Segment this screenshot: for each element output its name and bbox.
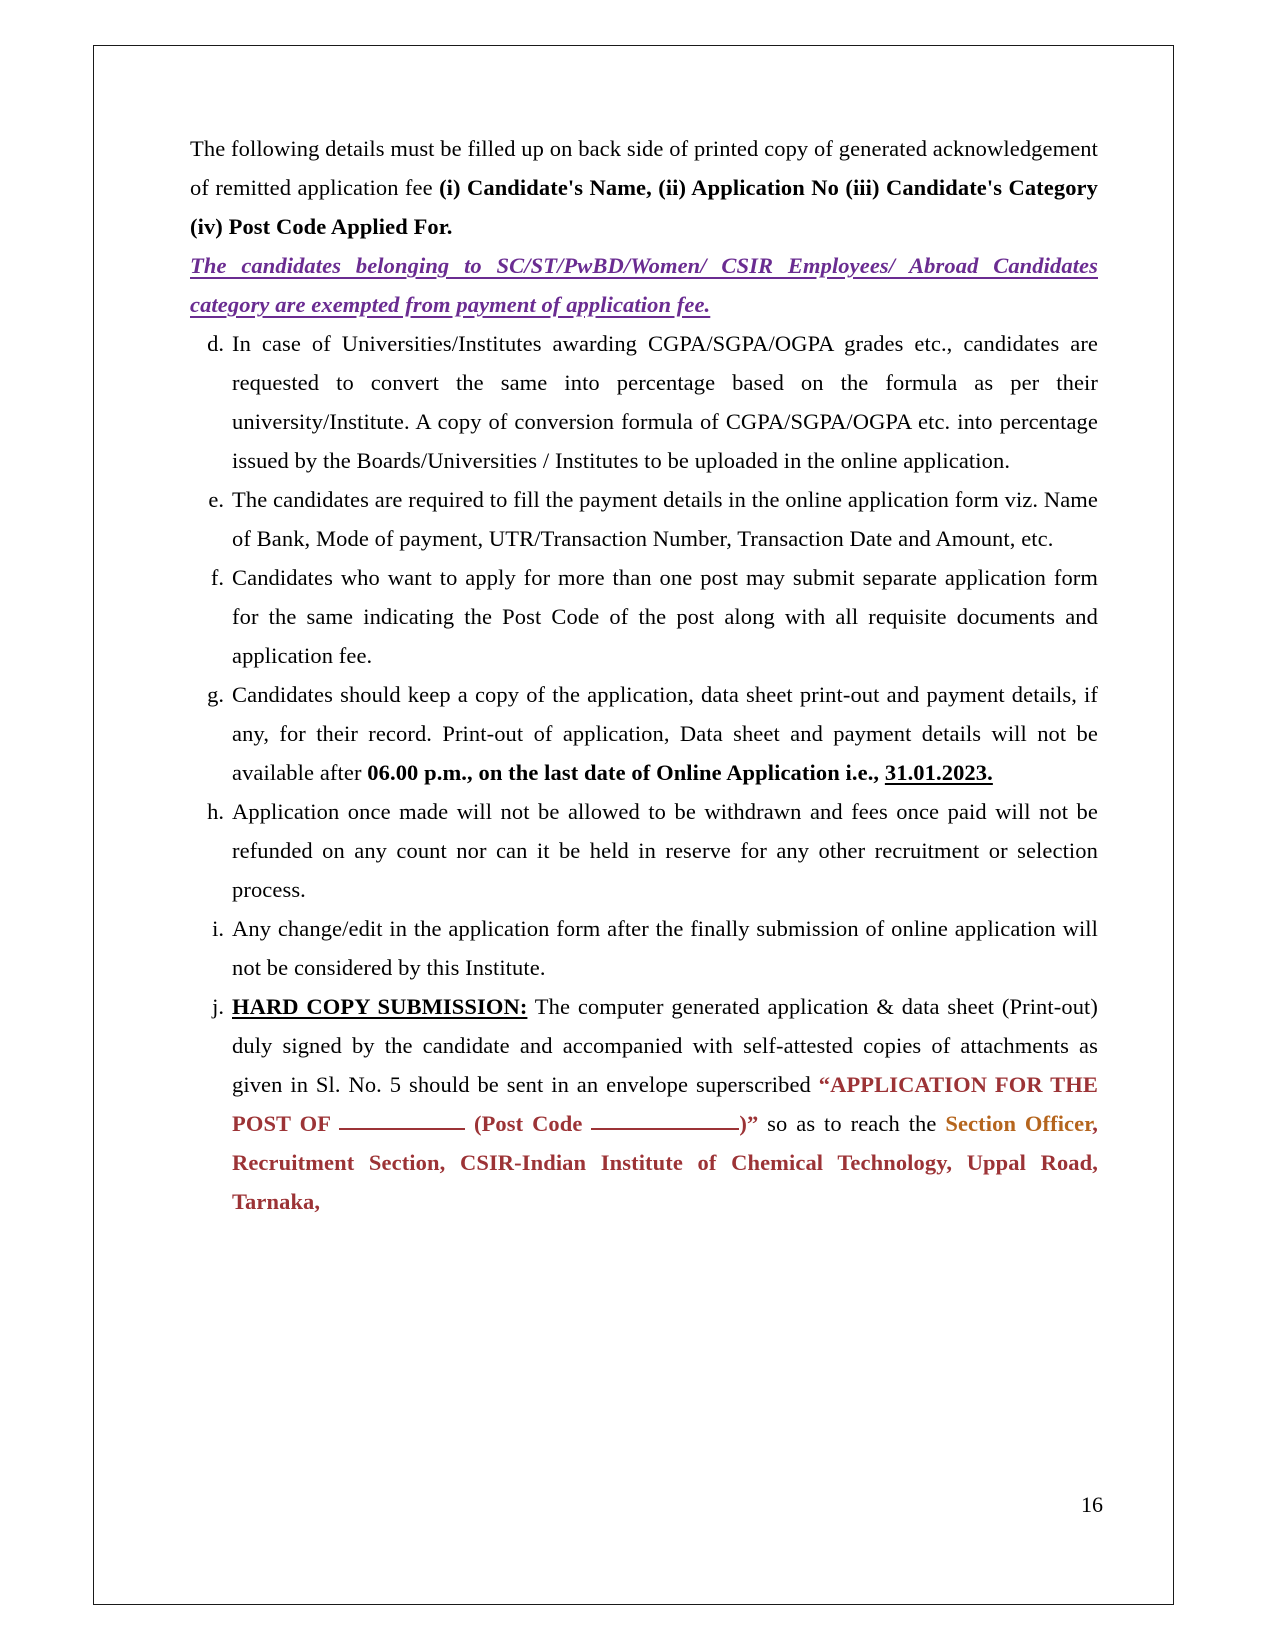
list-marker-d: d.: [207, 331, 224, 356]
list-marker-i: i.: [212, 916, 224, 941]
list-g-plain: Candidates should keep a copy of the application, data sheet print-out and payment details, if any, for their record. Print-out of application, Data sheet and payment details will not be available after: [232, 682, 1098, 785]
institute-address: , Recruitment Section, CSIR-Indian Institute of Chemical Technology, Uppal Road, Tarnaka,: [232, 1111, 1098, 1214]
intro-bold-text: (i) Candidate's Name, (ii) Application No (iii) Candidate's Category (iv) Post Code Applied For.: [190, 175, 1098, 239]
post-code-blank: [591, 1128, 739, 1130]
list-marker-g: g.: [207, 682, 224, 707]
envelope-superscription-part-2: (Post Code: [465, 1111, 592, 1136]
list-marker-h: h.: [207, 799, 224, 824]
list-text-d: In case of Universities/Institutes awarding CGPA/SGPA/OGPA grades etc., candidates are requested to convert the same into percentage based on the formula as per their university/Institute. A copy of conversion formula of CGPA/SGPA/OGPA etc. into percentage issued by the Boards/Universities / Institutes to be uploaded in the online application.: [232, 331, 1098, 473]
lettered-list: [190, 324, 1098, 1221]
list-g-bold: 06.00 p.m., on the last date of Online Application i.e.,: [367, 760, 885, 785]
list-text-j: [232, 987, 1098, 1221]
document-body: [190, 129, 1098, 1221]
exemption-note: [190, 246, 1098, 324]
list-j-plain-1: The computer generated application & data sheet (Print-out) duly signed by the candidate and accompanied with self-attested copies of attachments as given in Sl. No. 5 should be sent in an envelope superscribed: [232, 994, 1098, 1097]
list-item-h: [190, 792, 1098, 909]
post-name-blank: [339, 1128, 465, 1130]
list-item-f: [190, 558, 1098, 675]
page-border: [93, 45, 1174, 1605]
list-marker-e: e.: [208, 487, 224, 512]
list-marker-j: j.: [212, 994, 224, 1019]
list-item-d: [190, 324, 1098, 480]
intro-paragraph: [190, 129, 1098, 246]
list-text-g: [232, 675, 1098, 792]
list-item-g: [190, 675, 1098, 792]
list-text-f: Candidates who want to apply for more than one post may submit separate application form for the same indicating the Post Code of the post along with all requisite documents and application fee.: [232, 565, 1098, 668]
envelope-superscription-part-1: “APPLICATION FOR THE POST OF: [232, 1072, 1098, 1136]
list-g-deadline-date: 31.01.2023.: [884, 760, 993, 785]
envelope-superscription-part-3: )”: [739, 1111, 759, 1136]
list-text-h: Application once made will not be allowed to be withdrawn and fees once paid will not be refunded on any count nor can it be held in reserve for any other recruitment or selection process.: [232, 799, 1098, 902]
list-j-plain-2: so as to reach the: [758, 1111, 946, 1136]
list-item-j: [190, 987, 1098, 1221]
list-item-i: [190, 909, 1098, 987]
list-text-e: The candidates are required to fill the payment details in the online application form viz. Name of Bank, Mode of payment, UTR/Transaction Number, Transaction Date and Amount, etc.: [232, 487, 1098, 551]
list-marker-f: f.: [210, 565, 224, 590]
section-officer-label: Section Officer: [945, 1111, 1093, 1136]
list-text-i: Any change/edit in the application form after the finally submission of online application will not be considered by this Institute.: [232, 916, 1098, 980]
hard-copy-submission-heading: HARD COPY SUBMISSION:: [232, 994, 528, 1019]
page-number: 16: [1081, 1492, 1103, 1517]
list-item-e: [190, 480, 1098, 558]
intro-plain-text: The following details must be filled up on back side of printed copy of generated acknowledgement of remitted application fee: [190, 136, 1098, 200]
exemption-note-text: The candidates belonging to SC/ST/PwBD/Women/ CSIR Employees/ Abroad Candidates category are exempted from payment of application fee.: [190, 253, 1098, 317]
